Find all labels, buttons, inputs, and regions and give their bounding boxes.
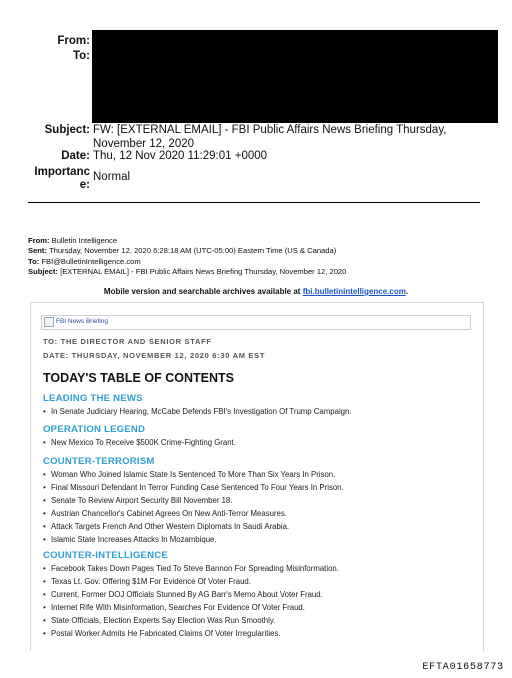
date-value: Thu, 12 Nov 2020 11:29:01 +0000 [93, 150, 268, 162]
toc-item[interactable]: • Senate To Review Airport Security Bill November 18. [43, 496, 233, 505]
section-heading[interactable]: OPERATION LEGEND [43, 424, 146, 435]
section-heading[interactable]: COUNTER-TERRORISM [43, 456, 155, 467]
fwd-to-row: To: FBI@BulletinIntelligence.com [28, 256, 141, 266]
fwd-from-row: From: Bulletin Intelligence [28, 236, 118, 245]
to-label: To: [72, 50, 90, 62]
toc-item[interactable]: • Facebook Takes Down Pages Tied To Steve Bannon For Spreading Misinformation. [43, 564, 339, 573]
toc-item[interactable]: • Texas Lt. Gov. Offering $1M For Evidence Of Voter Fraud. [43, 577, 251, 586]
toc-item[interactable]: • Current, Former DOJ Officials Stunned By AG Barr's Memo About Voter Fraud. [43, 590, 323, 599]
subject-label: Subject: [44, 124, 90, 136]
fwd-subject-row: Subject: [EXTERNAL EMAIL] - FBI Public Affairs News Briefing Thursday, November 12, 2020 [28, 267, 347, 277]
subject-value-line2: November 12, 2020 [93, 138, 195, 150]
briefing-banner-image: FBI News Briefing [41, 315, 471, 330]
redaction-box [92, 30, 498, 123]
from-label: From: [57, 35, 90, 47]
toc-item[interactable]: • Islamic State Increases Attacks In Mozambique. [43, 535, 217, 544]
toc-item[interactable]: • Austrian Chancellor's Cabinet Agrees On New Anti-Terror Measures. [43, 509, 287, 518]
toc-item[interactable]: • State Officials, Election Experts Say Election Was Run Smoothly. [43, 616, 276, 625]
header-divider [28, 202, 480, 203]
briefing-panel [30, 302, 484, 651]
section-heading[interactable]: COUNTER-INTELLIGENCE [43, 550, 168, 561]
importance-value: Normal [93, 171, 131, 183]
subject-value-line1: FW: [EXTERNAL EMAIL] - FBI Public Affairs News Briefing Thursday, [93, 124, 447, 136]
mobile-version-notice: Mobile version and searchable archives available at fbi.bulletinintelligence.com. [103, 287, 409, 296]
broken-image-icon [44, 317, 54, 327]
toc-item[interactable]: • New Mexico To Receive $500K Crime-Fighting Grant. [43, 438, 236, 447]
archive-link[interactable]: fbi.bulletinintelligence.com [302, 287, 406, 296]
toc-title: TODAY'S TABLE OF CONTENTS [43, 371, 234, 385]
fwd-sent-row: Sent: Thursday, November 12, 2020 6:28:18 AM (UTC-05:00) Eastern Time (US & Canada) [28, 246, 337, 256]
section-heading[interactable]: LEADING THE NEWS [43, 393, 143, 404]
toc-item[interactable]: • Final Missouri Defendant In Terror Funding Case Sentenced To Four Years In Prison. [43, 483, 344, 492]
document-id: EFTA01658773 [422, 662, 504, 673]
toc-item[interactable]: • Postal Worker Admits He Fabricated Claims Of Voter Irregularities. [43, 629, 281, 638]
importance-label-2: e: [79, 179, 90, 191]
toc-item[interactable]: • Internet Rife With Misinformation, Searches For Evidence Of Voter Fraud. [43, 603, 305, 612]
toc-item[interactable]: • Woman Who Joined Islamic State Is Sentenced To More Than Six Years In Prison. [43, 470, 336, 479]
forwarded-metadata [28, 236, 488, 278]
briefing-date-line: DATE: THURSDAY, NOVEMBER 12, 2020 6:30 AM EST [43, 351, 266, 360]
briefing-to-line: TO: THE DIRECTOR AND SENIOR STAFF [43, 337, 212, 346]
toc-item[interactable]: • In Senate Judiciary Hearing, McCabe Defends FBI's Investigation Of Trump Campaign. [43, 407, 352, 416]
toc-item[interactable]: • Attack Targets French And Other Western Diplomats In Saudi Arabia. [43, 522, 290, 531]
date-label: Date: [61, 150, 90, 162]
importance-label-1: Importanc [34, 166, 90, 178]
